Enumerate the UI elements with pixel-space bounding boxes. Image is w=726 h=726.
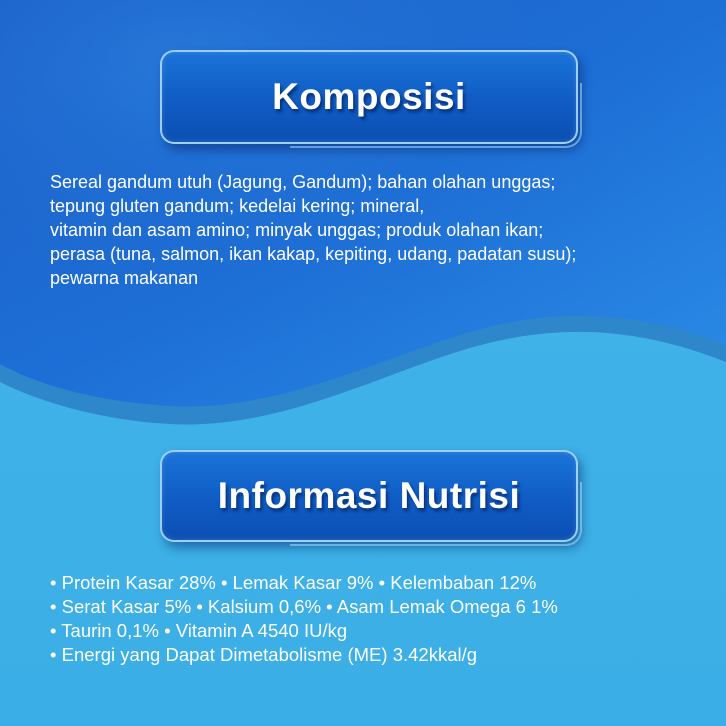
composition-line: pewarna makanan [50, 268, 199, 288]
nutrition-line: • Serat Kasar 5% • Kalsium 0,6% • Asam Lemak Omega 6 1% [50, 596, 558, 617]
nutrition-list [50, 571, 700, 667]
nutrition-title: Informasi Nutrisi [217, 475, 521, 516]
composition-title: Komposisi [272, 76, 466, 117]
composition-line: perasa (tuna, salmon, ikan kakap, kepiting, udang, padatan susu); [50, 244, 577, 264]
nutrition-line: • Taurin 0,1% • Vitamin A 4540 IU/kg [50, 620, 348, 641]
composition-line: tepung gluten gandum; kedelai kering; mineral, [50, 196, 425, 216]
composition-title-badge [160, 50, 578, 144]
composition-text [50, 170, 700, 290]
composition-line: Sereal gandum utuh (Jagung, Gandum); bahan olahan unggas; [50, 172, 556, 192]
nutrition-line: • Energi yang Dapat Dimetabolisme (ME) 3.42kkal/g [50, 644, 478, 665]
nutrition-line: • Protein Kasar 28% • Lemak Kasar 9% • Kelembaban 12% [50, 572, 537, 593]
composition-line: vitamin dan asam amino; minyak unggas; produk olahan ikan; [50, 220, 544, 240]
nutrition-title-badge [160, 450, 578, 542]
